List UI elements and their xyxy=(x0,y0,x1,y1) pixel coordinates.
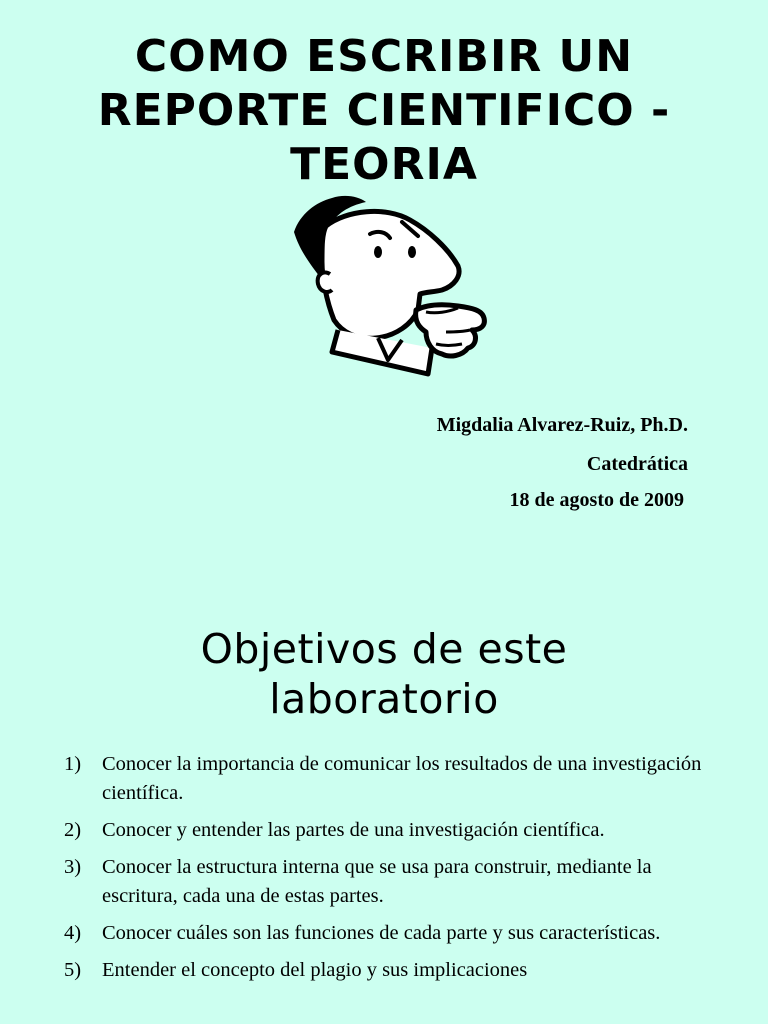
author-name: Migdalia Alvarez-Ruiz, Ph.D. xyxy=(436,414,688,436)
thinking-man-icon xyxy=(286,192,494,382)
slide1-title-line: COMO ESCRIBIR UN xyxy=(134,31,634,82)
list-item-text: Entender el concepto del plagio y sus implicaciones xyxy=(102,959,528,981)
list-item-text: Conocer la importancia de comunicar los resultados de una investigación científica. xyxy=(102,753,702,804)
author-position: Catedrática xyxy=(586,453,688,475)
list-item xyxy=(64,919,714,948)
slide1-title-line: REPORTE CIENTIFICO - xyxy=(97,85,671,136)
list-item-number: 2) xyxy=(64,819,82,841)
slide2-title-line: Objetivos de este xyxy=(200,625,568,673)
slide2-title xyxy=(40,624,728,724)
slide2-title-line: laboratorio xyxy=(269,675,499,723)
list-item xyxy=(64,956,714,985)
list-item-number: 3) xyxy=(64,856,82,878)
list-item-text: Conocer la estructura interna que se usa para construir, mediante la escritura, cada una de estas partes. xyxy=(102,856,652,907)
objectives-list xyxy=(64,750,714,993)
list-item xyxy=(64,816,714,845)
slide1-title xyxy=(40,30,728,192)
list-item-number: 1) xyxy=(64,753,82,775)
list-item-text: Conocer y entender las partes de una investigación científica. xyxy=(102,819,605,841)
list-item xyxy=(64,853,714,911)
slide1-title-line: TEORIA xyxy=(290,139,478,190)
list-item-text: Conocer cuáles son las funciones de cada parte y sus características. xyxy=(102,922,661,944)
list-item-number: 5) xyxy=(64,959,82,981)
presentation-date: 18 de agosto de 2009 xyxy=(509,489,684,511)
list-item-number: 4) xyxy=(64,922,82,944)
list-item xyxy=(64,750,714,808)
